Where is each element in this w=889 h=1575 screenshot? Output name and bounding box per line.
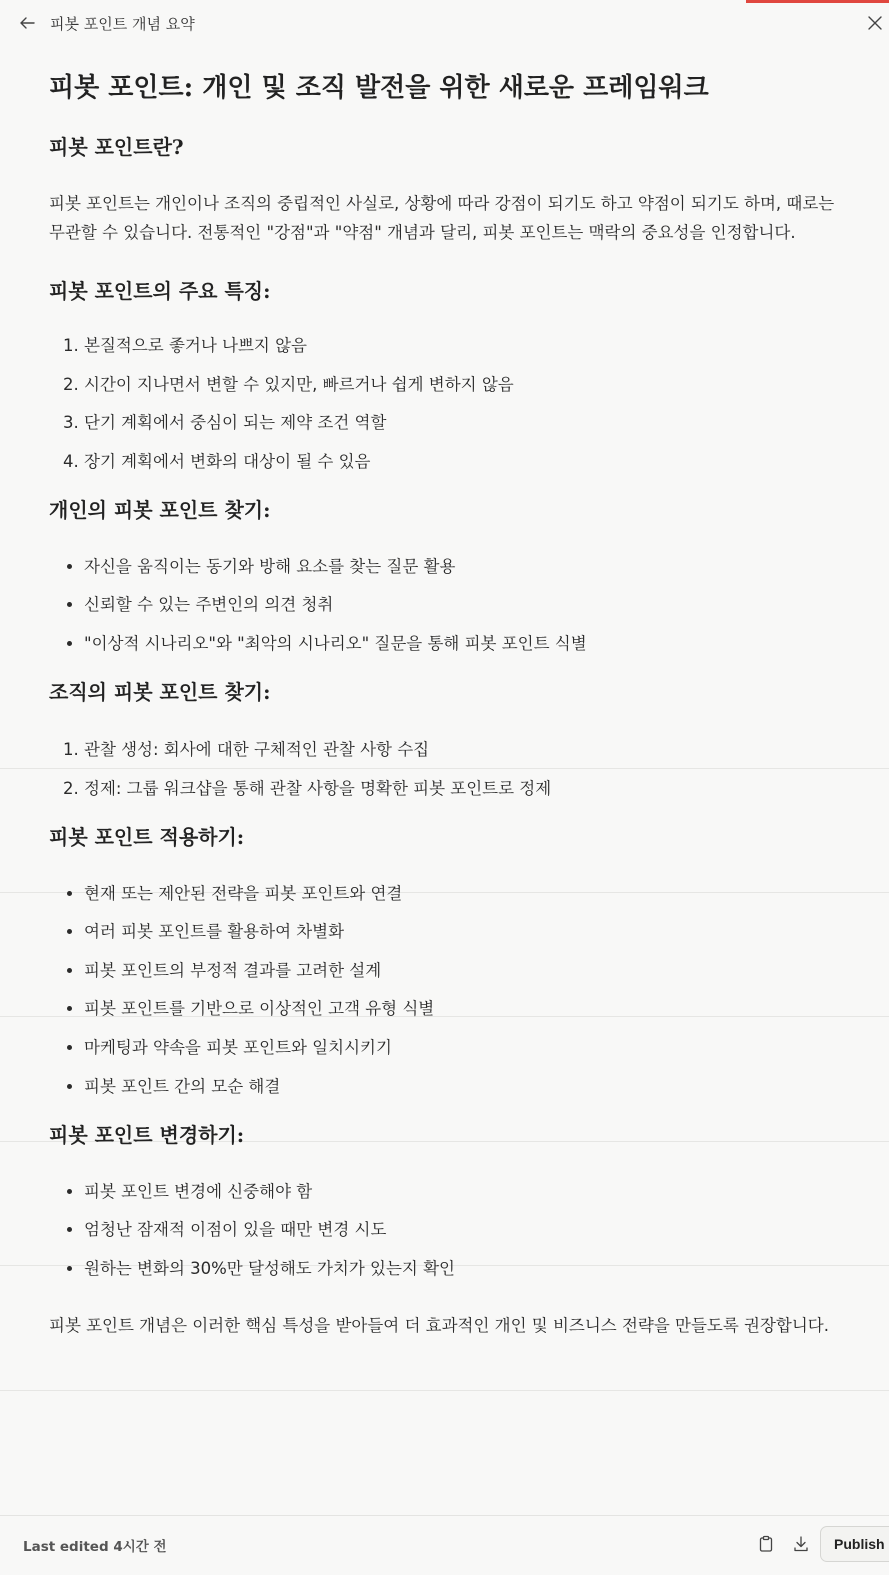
clipboard-icon (757, 1535, 775, 1553)
list-item: • 신뢰할 수 있는 주변인의 의견 청취 (84, 594, 849, 616)
list-item: • 피봇 포인트의 부정적 결과를 고려한 설계 (84, 960, 849, 982)
list-item: • 피봇 포인트 변경에 신중해야 함 (84, 1181, 849, 1203)
list-item: 1. 관찰 생성: 회사에 대한 구체적인 관찰 사항 수집 (84, 739, 849, 761)
download-icon (792, 1535, 810, 1553)
back-button[interactable] (14, 10, 40, 36)
document-heading: 피봇 포인트: 개인 및 조직 발전을 위한 새로운 프레임워크 (49, 73, 709, 103)
apply-list (49, 883, 849, 1098)
copy-button[interactable] (752, 1530, 780, 1558)
top-bar (0, 0, 889, 46)
list-item: 2. 시간이 지나면서 변할 수 있지만, 빠르거나 쉽게 변하지 않음 (84, 374, 849, 396)
list-item: • 피봇 포인트를 기반으로 이상적인 고객 유형 식별 (84, 998, 849, 1020)
download-button[interactable] (787, 1530, 815, 1558)
list-item: • "이상적 시나리오"와 "최악의 시나리오" 질문을 통해 피봇 포인트 식별 (84, 633, 849, 655)
list-item: • 여러 피봇 포인트를 활용하여 차별화 (84, 921, 849, 943)
segment-divider (0, 1390, 889, 1391)
section-heading-change: 피봇 포인트 변경하기: (49, 1122, 245, 1147)
arrow-left-icon (18, 14, 36, 32)
document-title: 피봇 포인트 개념 요약 (50, 15, 195, 33)
last-edited-status (23, 1535, 167, 1555)
section-heading-personal: 개인의 피봇 포인트 찾기: (49, 497, 271, 522)
list-item: 3. 단기 계획에서 중심이 되는 제약 조건 역할 (84, 412, 849, 434)
list-item: • 원하는 변화의 30%만 달성해도 가치가 있는지 확인 (84, 1258, 849, 1280)
list-item: • 현재 또는 제안된 전략을 피봇 포인트와 연결 (84, 883, 849, 905)
close-icon (867, 15, 883, 31)
features-list (49, 335, 849, 473)
close-button[interactable] (863, 10, 887, 36)
bottom-bar (0, 1515, 889, 1575)
section-heading-what: 피봇 포인트란? (49, 135, 184, 159)
list-item: • 마케팅과 약속을 피봇 포인트와 일치시키기 (84, 1037, 849, 1059)
personal-list (49, 556, 849, 655)
list-item: 2. 정제: 그룹 워크샵을 통해 관찰 사항을 명확한 피봇 포인트로 정제 (84, 778, 849, 800)
org-list (49, 739, 849, 800)
last-edited-value: 4시간 전 (113, 1539, 167, 1555)
section-heading-org: 조직의 피봇 포인트 찾기: (49, 679, 271, 704)
publish-button[interactable]: Publish (820, 1526, 889, 1562)
section-heading-features: 피봇 포인트의 주요 특징: (49, 279, 271, 303)
section-heading-apply: 피봇 포인트 적용하기: (49, 824, 245, 849)
change-list (49, 1181, 849, 1280)
conclusion-paragraph: 피봇 포인트 개념은 이러한 핵심 특성을 받아들여 더 효과적인 개인 및 비즈니스 전략을 만들도록 권장합니다. (49, 1315, 829, 1335)
document-content (49, 46, 849, 1340)
section-paragraph-what: 피봇 포인트는 개인이나 조직의 중립적인 사실로, 상황에 따라 강점이 되기도 하고 약점이 되기도 하며, 때로는 무관할 수 있습니다. 전통적인 "강점"과 "약점" 개념과 달리, 피봇 포인트는 맥락의 중요성을 인정합니다. (49, 194, 835, 242)
list-item: • 엄청난 잠재적 이점이 있을 때만 변경 시도 (84, 1219, 849, 1241)
last-edited-label: Last edited (23, 1539, 109, 1555)
list-item: • 피봇 포인트 간의 모순 해결 (84, 1076, 849, 1098)
list-item: 1. 본질적으로 좋거나 나쁘지 않음 (84, 335, 849, 357)
list-item: • 자신을 움직이는 동기와 방해 요소를 찾는 질문 활용 (84, 556, 849, 578)
list-item: 4. 장기 계획에서 변화의 대상이 될 수 있음 (84, 451, 849, 473)
